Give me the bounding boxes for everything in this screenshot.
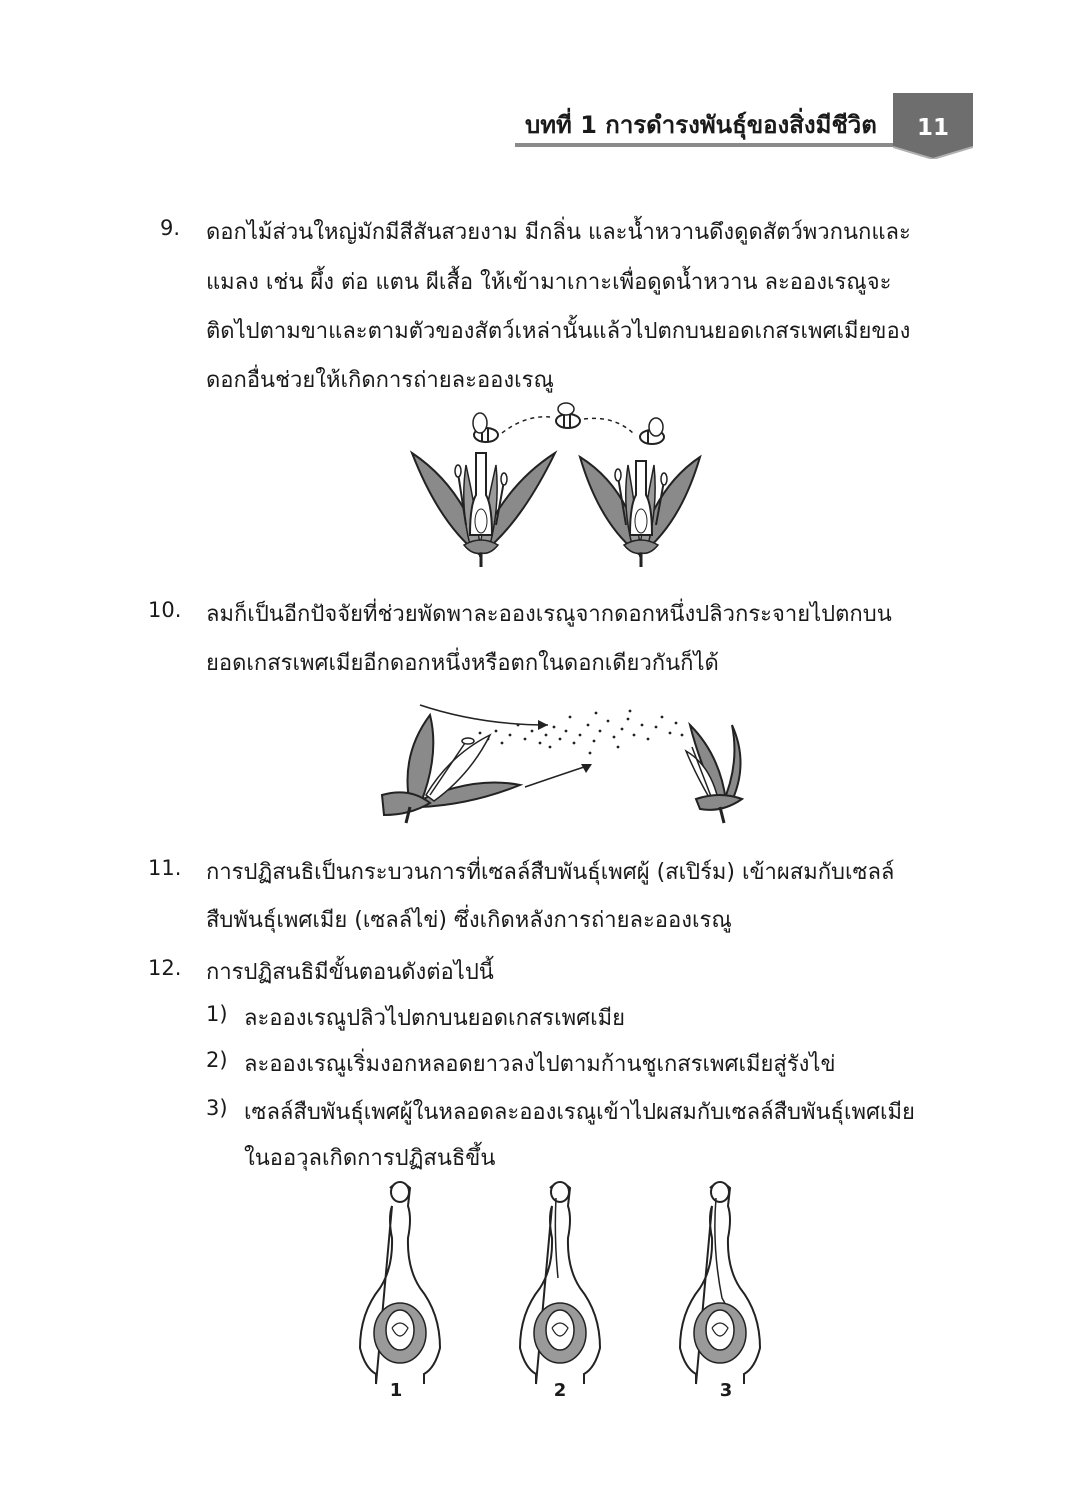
bee-icon <box>556 403 580 428</box>
step-text-line: ละอองเรณูเริ่มงอกหลอดยาวลงไปตามก้านชูเกสรเพศเมียสู่รังไข่ <box>244 1052 836 1077</box>
fertilization-stages-figure <box>350 1178 770 1401</box>
item-text-line: ดอกไม้ส่วนใหญ่มักมีสีสันสวยงาม มีกลิ่น และน้ำหวานดึงดูดสัตว์พวกนกและ <box>206 220 911 245</box>
page-number-tab <box>893 93 973 159</box>
bee-icon <box>473 413 498 442</box>
wind-arrow <box>525 765 590 787</box>
flower-illustration <box>580 457 700 567</box>
header-rule <box>515 143 905 147</box>
flight-path <box>584 418 635 435</box>
pollen-dots <box>479 710 684 755</box>
pistil-illustration <box>680 1182 760 1384</box>
wind-arrow <box>420 705 548 725</box>
step-text-line: เซลล์สืบพันธุ์เพศผู้ในหลอดละอองเรณูเข้าไปผสมกับเซลล์สืบพันธุ์เพศเมีย <box>244 1100 915 1125</box>
item-text-line: แมลง เช่น ผึ้ง ต่อ แตน ผีเสื้อ ให้เข้ามาเกาะเพื่อดูดน้ำหวาน ละอองเรณูจะ <box>206 270 892 295</box>
item-number: 9. <box>160 216 181 240</box>
flower-illustration <box>412 453 555 567</box>
item-text-line: ดอกอื่นช่วยให้เกิดการถ่ายละอองเรณู <box>206 368 554 393</box>
item-text-line: การปฏิสนธิมีขั้นตอนดังต่อไปนี้ <box>206 960 494 985</box>
flower-illustration <box>382 715 520 823</box>
flight-path <box>502 417 550 433</box>
step-number: 1) <box>206 1002 228 1026</box>
item-text-line: สืบพันธุ์เพศเมีย (เซลล์ไข่) ซึ่งเกิดหลังการถ่ายละอองเรณู <box>206 908 732 933</box>
chapter-title: บทที่ 1 การดำรงพันธุ์ของสิ่งมีชีวิต <box>525 111 877 139</box>
step-text-line: ในออวุลเกิดการปฏิสนธิขึ้น <box>244 1146 496 1171</box>
page-header <box>505 93 975 163</box>
item-number: 12. <box>148 956 182 980</box>
page-number: 11 <box>916 115 949 141</box>
step-number: 3) <box>206 1096 228 1120</box>
pistil-illustration <box>360 1182 440 1384</box>
flower-illustration <box>686 725 742 823</box>
item-text-line: ติดไปตามขาและตามตัวของสัตว์เหล่านั้นแล้วไปตกบนยอดเกสรเพศเมียของ <box>206 319 911 344</box>
figure-label-3: 3 <box>719 1380 733 1401</box>
item-text-line: ยอดเกสรเพศเมียอีกดอกหนึ่งหรือตกในดอกเดียวกันก็ได้ <box>206 651 719 676</box>
step-number: 2) <box>206 1048 228 1072</box>
item-number: 10. <box>148 598 182 622</box>
step-text-line: ละอองเรณูปลิวไปตกบนยอดเกสรเพศเมีย <box>244 1006 626 1031</box>
item-text-line: การปฏิสนธิเป็นกระบวนการที่เซลล์สืบพันธุ์เพศผู้ (สเปิร์ม) เข้าผสมกับเซลล์ <box>206 860 895 885</box>
wind-pollination-figure <box>370 695 750 825</box>
figure-label-2: 2 <box>553 1380 567 1401</box>
insect-pollination-figure <box>400 395 700 575</box>
item-text-line: ลมก็เป็นอีกปัจจัยที่ช่วยพัดพาละอองเรณูจากดอกหนึ่งปลิวกระจายไปตกบน <box>206 602 892 627</box>
item-number: 11. <box>148 856 182 880</box>
bee-icon <box>640 418 664 444</box>
pistil-illustration <box>520 1182 600 1384</box>
figure-label-1: 1 <box>389 1380 403 1401</box>
